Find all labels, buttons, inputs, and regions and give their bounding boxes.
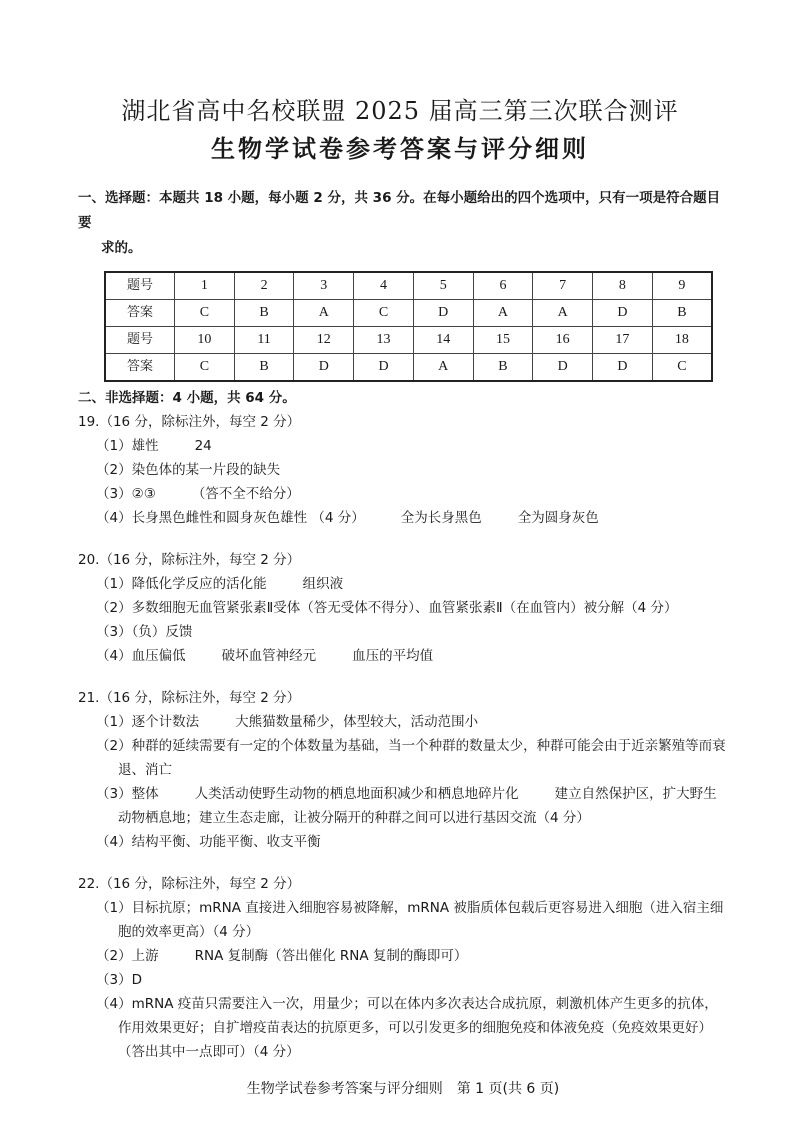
row-label: 答案: [105, 300, 175, 327]
item-answer: 破坏血管神经元: [221, 648, 317, 664]
question-number-cell: 18: [652, 327, 712, 354]
item-label: （2）: [96, 600, 132, 616]
section2-heading: 二、非选择题：4 小题，共 64 分。: [78, 390, 296, 406]
answer-item: [78, 992, 728, 1064]
row-label: 题号: [105, 272, 175, 300]
item-answer: RNA 复制酶（答出催化 RNA 复制的酶即可）: [194, 948, 468, 964]
item-label: （1）: [96, 714, 132, 730]
answer-item: [78, 644, 728, 668]
question-number-cell: 4: [354, 272, 414, 300]
answer-table: [104, 271, 713, 382]
section1-heading-line2: 求的。: [101, 240, 142, 256]
item-answer: 整体: [131, 786, 159, 802]
question-number-row: [105, 272, 712, 300]
question-number-cell: 8: [593, 272, 653, 300]
item-answer: 种群的延续需要有一定的个体数量为基础，当一个种群的数量太少，种群可能会由于近亲繁殖等而衰退、消亡: [118, 738, 726, 778]
item-answer: 大熊猫数量稀少，体型较大，活动范围小: [235, 714, 479, 730]
answer-cell: B: [234, 354, 294, 382]
answer-row: [105, 300, 712, 327]
item-answer: 24: [194, 438, 212, 454]
answer-cell: C: [175, 300, 235, 327]
item-label: （1）: [96, 438, 132, 454]
item-answer: 目标抗原；mRNA 直接进入细胞容易被降解，mRNA 被脂质体包载后更容易进入细胞（进入宿主细胞的效率更高）（4 分）: [118, 900, 724, 940]
item-label: （3）: [96, 786, 132, 802]
answer-cell: A: [413, 354, 473, 382]
item-answer: （负）反馈: [131, 624, 193, 640]
answer-item: [78, 596, 728, 620]
answer-item: [78, 506, 728, 530]
question-number-cell: 13: [354, 327, 414, 354]
answer-item: [78, 734, 728, 782]
answer-item: [78, 434, 728, 458]
item-answer: 染色体的某一片段的缺失: [131, 462, 281, 478]
item-answer: 人类活动使野生动物的栖息地面积减少和栖息地碎片化: [194, 786, 519, 802]
item-answer: 雄性: [131, 438, 159, 454]
item-label: （4）: [96, 996, 132, 1012]
answer-item: [78, 572, 728, 596]
item-answer: 降低化学反应的活化能: [131, 576, 267, 592]
question-header: 21.（16 分，除标注外，每空 2 分）: [78, 690, 301, 706]
item-label: （4）: [96, 648, 132, 664]
section2: [78, 386, 728, 1064]
item-label: （4）: [96, 510, 132, 526]
question-number-cell: 3: [294, 272, 354, 300]
item-answer: 全为长身黑色: [400, 510, 482, 526]
item-label: （2）: [96, 948, 132, 964]
question-number-cell: 17: [593, 327, 653, 354]
answer-cell: D: [593, 354, 653, 382]
answer-cell: C: [652, 354, 712, 382]
item-answer: 多数细胞无血管紧张素Ⅱ受体（答无受体不得分）、血管紧张素Ⅱ（在血管内）被分解（4 分）: [131, 600, 678, 616]
item-answer: 组织液: [302, 576, 344, 592]
question-number-row: [105, 327, 712, 354]
answer-cell: D: [354, 354, 414, 382]
question-number-cell: 10: [175, 327, 235, 354]
answer-cell: D: [294, 354, 354, 382]
section1-heading: [78, 186, 728, 261]
answer-item: [78, 482, 728, 506]
question-number-cell: 6: [473, 272, 533, 300]
item-answer: （答不全不给分）: [191, 486, 300, 502]
answer-cell: D: [593, 300, 653, 327]
item-answer: 血压偏低: [131, 648, 186, 664]
item-answer: 结构平衡、功能平衡、收支平衡: [131, 834, 321, 850]
question-header: 20.（16 分，除标注外，每空 2 分）: [78, 552, 301, 568]
item-label: （3）: [96, 972, 132, 988]
row-label: 题号: [105, 327, 175, 354]
answer-cell: B: [234, 300, 294, 327]
item-answer: D: [131, 972, 142, 988]
question-block: [78, 410, 728, 530]
item-label: （2）: [96, 738, 132, 754]
answer-cell: A: [473, 300, 533, 327]
answer-item: [78, 710, 728, 734]
question-number-cell: 2: [234, 272, 294, 300]
question-block: [78, 872, 728, 1064]
answer-cell: A: [294, 300, 354, 327]
item-label: （4）: [96, 834, 132, 850]
answer-item: [78, 896, 728, 944]
section1-heading-line1: 一、选择题：本题共 18 小题，每小题 2 分，共 36 分。在每小题给出的四个选项中，只有一项是符合题目要: [78, 190, 721, 231]
item-answer: 建立自然保护区，扩大野生动物栖息地；建立生态走廊，让被分隔开的种群之间可以进行基因交流（4 分）: [118, 786, 717, 826]
question-number-cell: 7: [533, 272, 593, 300]
question-number-cell: 12: [294, 327, 354, 354]
document-subtitle: 生物学试卷参考答案与评分细则: [211, 135, 589, 163]
question-block: [78, 548, 728, 668]
answer-cell: D: [533, 354, 593, 382]
item-answer: ②③: [131, 486, 156, 502]
question-number-cell: 14: [413, 327, 473, 354]
item-label: （1）: [96, 576, 132, 592]
answer-cell: D: [413, 300, 473, 327]
answer-cell: A: [533, 300, 593, 327]
answer-item: [78, 782, 728, 830]
question-number-cell: 5: [413, 272, 473, 300]
question-number-cell: 16: [533, 327, 593, 354]
answer-row: [105, 354, 712, 382]
page-footer: 生物学试卷参考答案与评分细则 第 1 页(共 6 页): [246, 1081, 560, 1097]
item-label: （1）: [96, 900, 132, 916]
answer-item: [78, 620, 728, 644]
answer-item: [78, 458, 728, 482]
question-header: 22.（16 分，除标注外，每空 2 分）: [78, 876, 301, 892]
answer-item: [78, 944, 728, 968]
answer-cell: C: [354, 300, 414, 327]
question-block: [78, 686, 728, 854]
question-number-cell: 11: [234, 327, 294, 354]
item-answer: 逐个计数法: [131, 714, 200, 730]
answer-item: [78, 968, 728, 992]
document-title: 湖北省高中名校联盟 2025 届高三第三次联合测评: [121, 97, 679, 125]
answer-cell: B: [652, 300, 712, 327]
item-label: （2）: [96, 462, 132, 478]
item-answer: 上游: [131, 948, 159, 964]
row-label: 答案: [105, 354, 175, 382]
item-answer: mRNA 疫苗只需要注入一次，用量少；可以在体内多次表达合成抗原，刺激机体产生更多的抗体，作用效果更好；自扩增疫苗表达的抗原更多，可以引发更多的细胞免疫和体液免疫（免疫效果更好）（答出其中一点即可）（4 分）: [118, 996, 718, 1060]
question-number-cell: 15: [473, 327, 533, 354]
item-answer: 全为圆身灰色: [517, 510, 599, 526]
item-answer: 血压的平均值: [352, 648, 434, 664]
question-number-cell: 9: [652, 272, 712, 300]
answer-cell: B: [473, 354, 533, 382]
answer-item: [78, 830, 728, 854]
question-header: 19.（16 分，除标注外，每空 2 分）: [78, 414, 301, 430]
answer-cell: C: [175, 354, 235, 382]
item-label: （3）: [96, 486, 132, 502]
question-number-cell: 1: [175, 272, 235, 300]
item-label: （3）: [96, 624, 132, 640]
item-answer: 长身黑色雌性和圆身灰色雄性 （4 分）: [131, 510, 365, 526]
